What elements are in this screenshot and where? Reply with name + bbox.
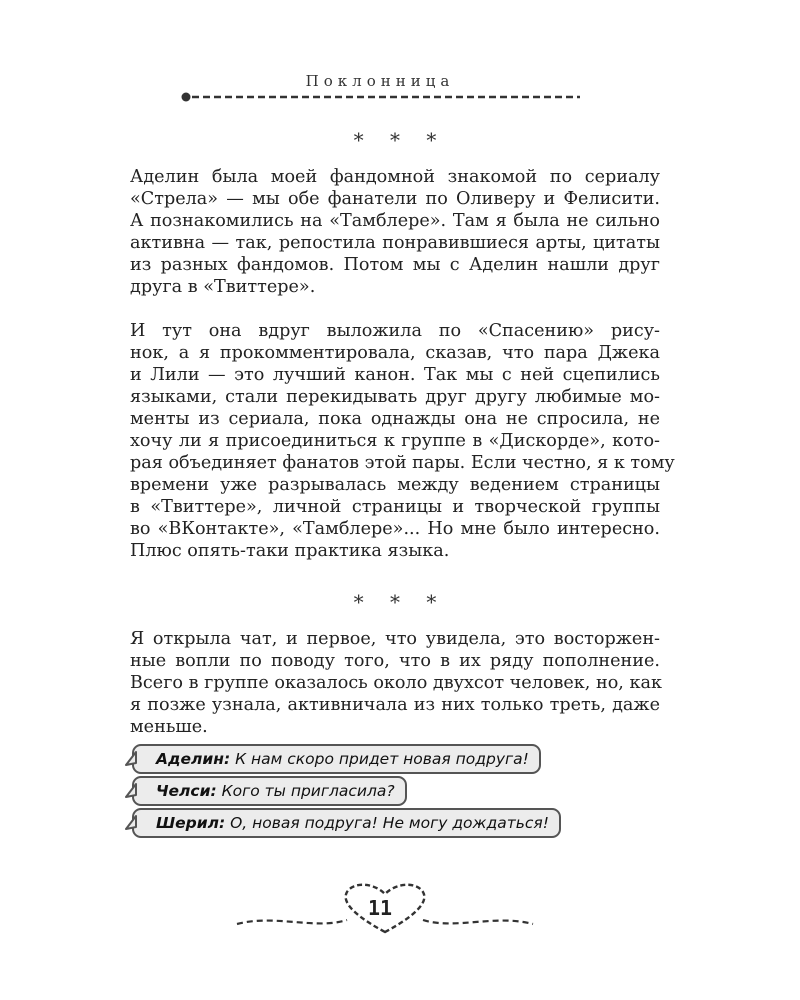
text-line: активна — так, репостила понравившиеся арты, цитаты — [130, 233, 660, 253]
text-line: из разных фандомов. Потом мы с Аделин нашли друг — [130, 255, 660, 275]
header-divider — [178, 90, 584, 104]
text-line: друга в «Твиттере». — [130, 277, 316, 297]
chat-message — [132, 776, 407, 806]
chat-author: Шерил: — [156, 814, 226, 832]
text-line: во «ВКонтакте», «Тамблере»... Но мне было интересно. — [130, 519, 660, 539]
chat-author: Челси: — [156, 782, 217, 800]
text-line: Аделин была моей фандомной знакомой по сериалу — [130, 167, 660, 187]
chat-message — [132, 744, 541, 774]
text-line: рая объединяет фанатов этой пары. Если честно, я к тому — [130, 453, 675, 473]
chat-text: К нам скоро придет новая подруга! — [235, 750, 529, 768]
chat-text: О, новая подруга! Не могу дождаться! — [230, 814, 549, 832]
paragraph-1 — [130, 166, 660, 298]
text-line: нок, а я прокомментировала, сказав, что пара Джека — [130, 343, 660, 363]
section-separator: * * * — [353, 590, 447, 614]
text-line: Плюс опять-таки практика языка. — [130, 541, 450, 561]
text-line: меньше. — [130, 717, 208, 737]
chat-author: Аделин: — [156, 750, 231, 768]
running-header: Поклонница — [305, 72, 455, 90]
text-line: в «Твиттере», личной страницы и творческой группы — [130, 497, 660, 517]
bubble-tail — [125, 815, 137, 831]
text-line: языками, стали перекидывать друг другу любимые мо- — [130, 387, 660, 407]
text-line: хочу ли я присоединиться к группе в «Дискорде», кото- — [130, 431, 660, 451]
text-line: Я открыла чат, и первое, что увидела, это восторжен- — [130, 629, 660, 649]
text-line: И тут она вдруг выложила по «Спасению» рису- — [130, 321, 660, 341]
paragraph-2 — [130, 320, 675, 562]
text-line: менты из сериала, пока однажды она не спросила, не — [130, 409, 660, 429]
section-separator: * * * — [353, 128, 447, 152]
text-line: «Стрела» — мы обе фанатели по Оливеру и Фелисити. — [130, 189, 660, 209]
page-number: 11 — [367, 896, 393, 920]
chat-message — [132, 808, 561, 838]
chat-text: Кого ты пригласила? — [221, 782, 395, 800]
text-line: ные вопли по поводу того, что в их ряду пополнение. — [130, 651, 660, 671]
paragraph-3 — [130, 628, 660, 738]
text-line: А познакомились на «Тамблере». Там я была не сильно — [130, 211, 660, 231]
bubble-tail — [125, 751, 137, 767]
text-line: Всего в группе оказалось около двухсот человек, но, как — [130, 673, 662, 693]
text-line: я позже узнала, активничала из них только треть, даже — [130, 695, 660, 715]
bubble-tail — [125, 783, 137, 799]
text-line: времени уже разрывалась между ведением страницы — [130, 475, 660, 495]
text-line: и Лили — это лучший канон. Так мы с ней сцепились — [130, 365, 660, 385]
